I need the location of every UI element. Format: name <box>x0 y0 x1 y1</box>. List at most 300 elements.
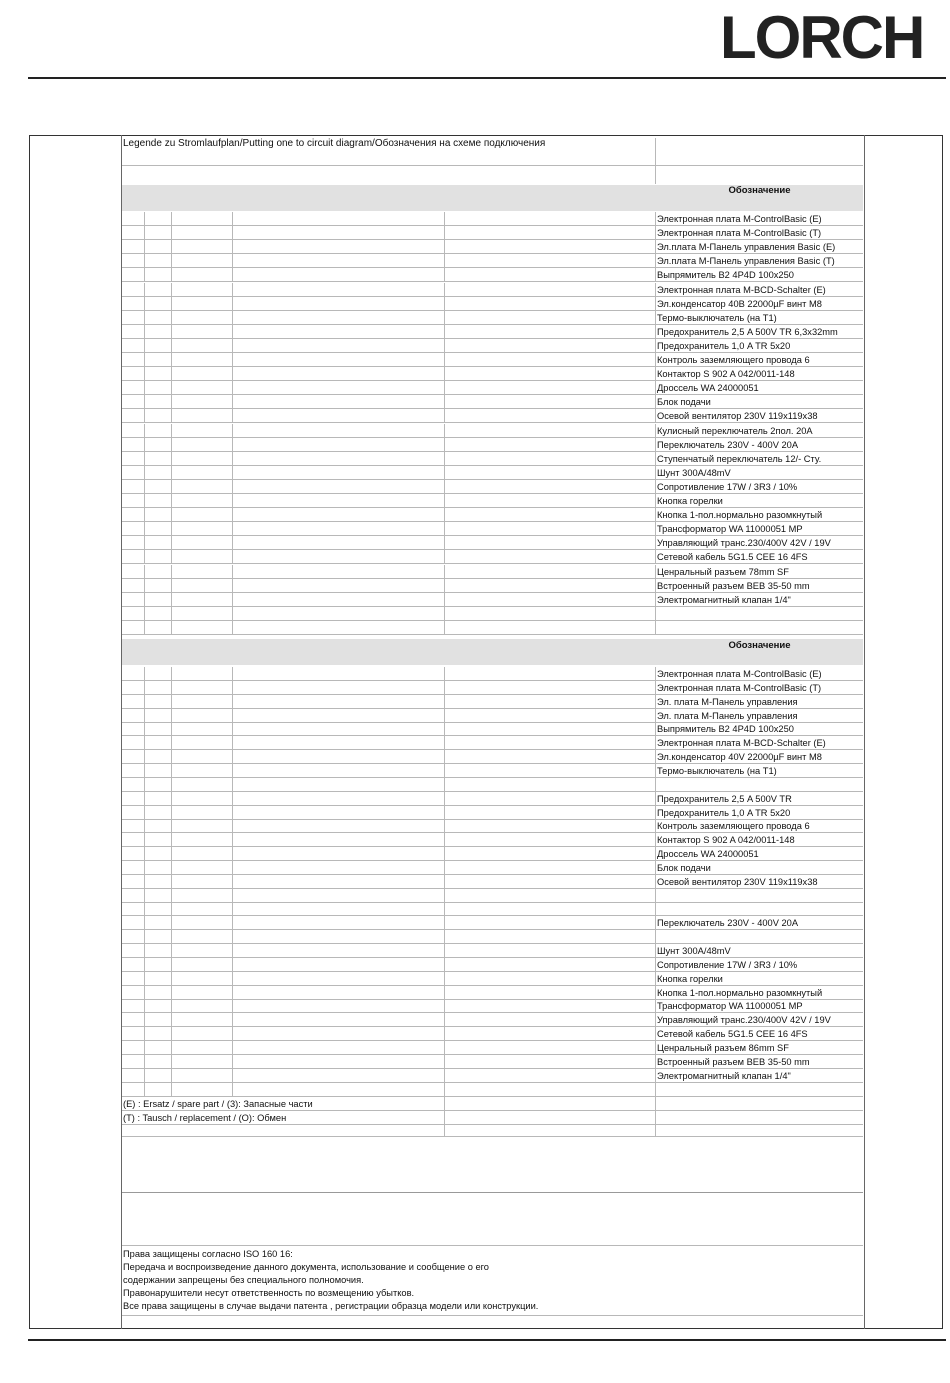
table-cell-divider <box>444 254 445 268</box>
table-cell-divider <box>232 958 233 972</box>
table-row <box>122 297 863 311</box>
table-cell-divider <box>232 736 233 750</box>
table-cell-divider <box>444 736 445 750</box>
component-designation: Блок подачи <box>657 397 711 408</box>
table-cell-divider <box>444 806 445 820</box>
table-cell-divider <box>444 565 445 579</box>
component-designation: Ценральный разъем 86mm SF <box>657 1042 789 1053</box>
table-cell-divider <box>232 226 233 240</box>
table-cell-divider <box>232 1027 233 1041</box>
table-cell-divider <box>171 847 172 861</box>
component-designation: Контактор S 902 A 042/0011-148 <box>657 835 795 846</box>
table-row <box>122 339 863 353</box>
component-designation: Дроссель WA 24000051 <box>657 383 759 394</box>
table-row <box>122 986 863 1000</box>
table-cell-divider <box>144 958 145 972</box>
table-cell-divider <box>232 750 233 764</box>
table-cell-divider <box>655 778 656 792</box>
table-cell-divider <box>444 1027 445 1041</box>
copyright-line: Правонарушители несут ответственность по возмещению убытков. <box>123 1288 415 1298</box>
table-row <box>122 480 863 494</box>
component-designation: Электронная плата M-ControlBasic (T) <box>657 228 822 239</box>
table-cell-divider <box>171 339 172 353</box>
copyright-line: Передача и воспроизведение данного документа, использование и сообщение о его <box>123 1262 489 1272</box>
table-cell-divider <box>232 667 233 681</box>
table-cell-divider <box>444 367 445 381</box>
table-cell-divider <box>171 972 172 986</box>
table-cell-divider <box>171 902 172 916</box>
table-cell-divider <box>444 861 445 875</box>
table-cell-divider <box>232 536 233 550</box>
table-cell-divider <box>232 395 233 409</box>
table-cell-divider <box>171 986 172 1000</box>
table-cell-divider <box>232 452 233 466</box>
table-cell-divider <box>171 736 172 750</box>
table-cell-divider <box>444 438 445 452</box>
table-cell-divider <box>144 847 145 861</box>
table-row <box>122 722 863 736</box>
table-cell-divider <box>232 1083 233 1097</box>
table-cell-divider <box>232 681 233 695</box>
table-cell-divider <box>444 607 445 621</box>
table-cell-divider <box>144 283 145 297</box>
table-cell-divider <box>444 424 445 438</box>
table-row <box>122 353 863 367</box>
copyright-divider-bottom <box>122 1315 863 1316</box>
table-cell-divider <box>232 240 233 254</box>
table-cell-divider <box>144 999 145 1013</box>
table-row <box>122 452 863 466</box>
component-designation: Переключатель 230V - 400V 20A <box>657 439 799 450</box>
table-cell-divider <box>144 986 145 1000</box>
lorch-logo: LORCH <box>720 4 924 71</box>
table-cell-divider <box>171 593 172 607</box>
table-cell-divider <box>444 621 445 635</box>
table-cell-divider <box>444 240 445 254</box>
table-cell-divider <box>144 681 145 695</box>
table-cell-divider <box>444 999 445 1013</box>
table-cell-divider <box>171 916 172 930</box>
table-cell-divider <box>171 212 172 226</box>
table-cell-divider <box>171 325 172 339</box>
table-cell-divider <box>144 819 145 833</box>
component-designation: Сопротивление 17W / 3R3 / 10% <box>657 481 798 492</box>
table-cell-divider <box>232 999 233 1013</box>
table-row <box>122 536 863 550</box>
table-cell-divider <box>144 240 145 254</box>
table-cell-divider <box>144 792 145 806</box>
table-cell-divider <box>144 972 145 986</box>
table-cell-divider <box>444 792 445 806</box>
table-row <box>122 750 863 764</box>
table-cell-divider <box>444 695 445 709</box>
title-divider <box>122 165 863 166</box>
table-cell-divider <box>444 522 445 536</box>
component-designation: Контактор S 902 A 042/0011-148 <box>657 369 795 380</box>
table-cell-divider <box>232 494 233 508</box>
table-row <box>122 999 863 1013</box>
table-cell-divider <box>171 395 172 409</box>
table-cell-divider <box>171 522 172 536</box>
table-cell-divider <box>171 367 172 381</box>
table-cell-divider <box>444 353 445 367</box>
table-row <box>122 806 863 820</box>
table-cell-divider <box>171 621 172 635</box>
notes-divider-top <box>122 1082 863 1083</box>
table-cell-divider <box>144 607 145 621</box>
table-cell-divider <box>144 579 145 593</box>
table-cell-divider <box>171 452 172 466</box>
table-cell-divider <box>444 212 445 226</box>
table-cell-divider <box>144 722 145 736</box>
table-cell-divider <box>444 972 445 986</box>
component-designation: Предохранитель 2,5 A 500V TR 6,3x32mm <box>657 326 838 337</box>
table-cell-divider <box>144 1013 145 1027</box>
notes-divider-4 <box>122 1136 863 1137</box>
table-row <box>122 1013 863 1027</box>
blank-block-divider <box>122 1192 863 1193</box>
component-designation: Кнопка 1-пол.нормально разомкнутый <box>657 510 823 521</box>
table-cell-divider <box>444 381 445 395</box>
table-cell-divider <box>444 409 445 423</box>
copyright-divider-top <box>122 1245 863 1246</box>
table-cell-divider <box>144 695 145 709</box>
table-row <box>122 466 863 480</box>
table-cell-divider <box>144 709 145 723</box>
table-row <box>122 847 863 861</box>
table-cell-divider <box>232 764 233 778</box>
table-cell-divider <box>232 695 233 709</box>
table-cell-divider <box>232 1041 233 1055</box>
table-cell-divider <box>444 1013 445 1027</box>
table-cell-divider <box>144 297 145 311</box>
component-designation: Ступенчатый переключатель 12/- Сту. <box>657 453 822 464</box>
table-cell-divider <box>144 1069 145 1083</box>
component-designation: Трансформатор WA 11000051 MP <box>657 1001 803 1012</box>
table-cell-divider <box>444 480 445 494</box>
table-cell-divider <box>232 311 233 325</box>
table-cell-divider <box>171 778 172 792</box>
table-cell-divider <box>171 999 172 1013</box>
table-row <box>122 508 863 522</box>
table-row <box>122 579 863 593</box>
table-cell-divider <box>144 452 145 466</box>
header-rule <box>28 77 946 79</box>
table-row <box>122 1083 863 1097</box>
table-cell-divider <box>655 902 656 916</box>
table-cell-divider <box>171 1041 172 1055</box>
table-cell-divider <box>144 353 145 367</box>
table-cell-divider <box>232 902 233 916</box>
table-cell-divider <box>444 986 445 1000</box>
table-cell-divider <box>144 508 145 522</box>
notes-col-divider-2 <box>655 1083 656 1137</box>
component-designation: Управляющий транс.230/400V 42V / 19V <box>657 538 831 549</box>
component-designation: Управляющий транс.230/400V 42V / 19V <box>657 1015 831 1026</box>
table-cell-divider <box>144 212 145 226</box>
table-cell-divider <box>444 709 445 723</box>
table-cell-divider <box>144 750 145 764</box>
table-cell-divider <box>171 409 172 423</box>
table-cell-divider <box>444 958 445 972</box>
table-cell-divider <box>144 902 145 916</box>
table-row <box>122 681 863 695</box>
table-row <box>122 395 863 409</box>
component-designation: Кулисный переключатель 2пол. 20A <box>657 425 813 436</box>
legend-title: Legende zu Stromlaufplan/Putting one to circuit diagram/Обозначения на схеме подключения <box>123 138 546 149</box>
table-cell-divider <box>444 311 445 325</box>
component-designation: Эл.плата M-Панель управления Basic (T) <box>657 256 835 267</box>
table-cell-divider <box>144 916 145 930</box>
table-row <box>122 438 863 452</box>
table-row <box>122 325 863 339</box>
table-cell-divider <box>171 833 172 847</box>
table-cell-divider <box>171 681 172 695</box>
table-row <box>122 1027 863 1041</box>
table-cell-divider <box>144 409 145 423</box>
table-cell-divider <box>171 1055 172 1069</box>
table-cell-divider <box>232 792 233 806</box>
table-row <box>122 240 863 254</box>
table-cell-divider <box>232 254 233 268</box>
table-cell-divider <box>171 1069 172 1083</box>
table-cell-divider <box>232 353 233 367</box>
table-cell-divider <box>232 325 233 339</box>
table-cell-divider <box>444 944 445 958</box>
table-row <box>122 607 863 621</box>
table-cell-divider <box>171 695 172 709</box>
table-row <box>122 833 863 847</box>
table-cell-divider <box>444 722 445 736</box>
table-cell-divider <box>144 621 145 635</box>
table-cell-divider <box>171 861 172 875</box>
table-cell-divider <box>232 212 233 226</box>
table-cell-divider <box>232 550 233 564</box>
table-cell-divider <box>171 722 172 736</box>
table-cell-divider <box>171 438 172 452</box>
table-cell-divider <box>232 1013 233 1027</box>
component-designation: Дроссель WA 24000051 <box>657 849 759 860</box>
table-cell-divider <box>444 902 445 916</box>
table-cell-divider <box>232 778 233 792</box>
table-row <box>122 550 863 564</box>
copyright-line: содержании запрещены без специального полномочия. <box>123 1275 364 1285</box>
table-cell-divider <box>144 494 145 508</box>
table-cell-divider <box>232 806 233 820</box>
table-cell-divider <box>655 930 656 944</box>
table-cell-divider <box>171 958 172 972</box>
title-column-divider <box>655 138 656 184</box>
table-cell-divider <box>232 579 233 593</box>
table-cell-divider <box>232 875 233 889</box>
table-cell-divider <box>171 944 172 958</box>
table-cell-divider <box>444 339 445 353</box>
table-cell-divider <box>444 819 445 833</box>
table-cell-divider <box>444 536 445 550</box>
table-cell-divider <box>171 930 172 944</box>
component-designation: Эл. плата M-Панель управления <box>657 696 798 707</box>
table-cell-divider <box>444 268 445 282</box>
table-cell-divider <box>444 226 445 240</box>
table-cell-divider <box>444 452 445 466</box>
table-cell-divider <box>171 889 172 903</box>
copyright-line: Права защищены согласно ISO 160 16: <box>123 1249 293 1259</box>
table-cell-divider <box>232 409 233 423</box>
table-cell-divider <box>144 466 145 480</box>
section2-heading: Обозначение <box>728 640 791 651</box>
table-cell-divider <box>232 709 233 723</box>
component-designation: Электронная плата M-ControlBasic (T) <box>657 682 822 693</box>
table-cell-divider <box>232 833 233 847</box>
component-designation: Электронная плата M-ControlBasic (E) <box>657 669 822 679</box>
table-cell-divider <box>171 240 172 254</box>
component-designation: Кнопка 1-пол.нормально разомкнутый <box>657 987 823 998</box>
table-cell-divider <box>144 254 145 268</box>
table-cell-divider <box>144 438 145 452</box>
component-designation: Встроенный разъем BEB 35-50 mm <box>657 580 810 591</box>
table-cell-divider <box>144 833 145 847</box>
component-designation: Сетевой кабель 5G1.5 CEE 16 4FS <box>657 552 808 563</box>
table-cell-divider <box>444 297 445 311</box>
table-cell-divider <box>232 283 233 297</box>
table-cell-divider <box>144 861 145 875</box>
component-designation: Электронная плата M-BCD-Schalter (E) <box>657 738 826 749</box>
table-cell-divider <box>232 1055 233 1069</box>
table-cell-divider <box>444 750 445 764</box>
table-row <box>122 311 863 325</box>
table-cell-divider <box>232 268 233 282</box>
component-designation: Термо-выключатель (на T1) <box>657 312 777 323</box>
table-cell-divider <box>144 889 145 903</box>
component-designation: Переключатель 230V - 400V 20A <box>657 918 799 929</box>
table-cell-divider <box>144 311 145 325</box>
table-cell-divider <box>232 889 233 903</box>
table-cell-divider <box>232 916 233 930</box>
footer-rule <box>28 1339 946 1341</box>
component-designation: Трансформатор WA 11000051 MP <box>657 524 803 535</box>
table-cell-divider <box>444 283 445 297</box>
table-cell-divider <box>444 889 445 903</box>
table-cell-divider <box>444 930 445 944</box>
table-cell-divider <box>232 480 233 494</box>
table-cell-divider <box>144 480 145 494</box>
table-row <box>122 283 863 297</box>
table-cell-divider <box>144 395 145 409</box>
table-cell-divider <box>444 916 445 930</box>
table-cell-divider <box>655 621 656 635</box>
table-row <box>122 667 863 681</box>
table-cell-divider <box>171 764 172 778</box>
table-cell-divider <box>444 778 445 792</box>
notes-col-divider-1 <box>444 1083 445 1137</box>
table-cell-divider <box>232 508 233 522</box>
table-cell-divider <box>444 1069 445 1083</box>
table-cell-divider <box>171 806 172 820</box>
table-cell-divider <box>171 1013 172 1027</box>
table-cell-divider <box>144 550 145 564</box>
table-cell-divider <box>232 930 233 944</box>
table-cell-divider <box>171 1083 172 1097</box>
component-designation: Ценральный разъем 78mm SF <box>657 566 789 577</box>
component-designation: Контроль заземляющего провода 6 <box>657 355 810 365</box>
component-designation: Эл.плата M-Панель управления Basic (E) <box>657 242 836 253</box>
table-cell-divider <box>144 1083 145 1097</box>
table-cell-divider <box>232 986 233 1000</box>
table-cell-divider <box>232 367 233 381</box>
table-cell-divider <box>232 819 233 833</box>
table-cell-divider <box>444 593 445 607</box>
table-cell-divider <box>171 297 172 311</box>
table-cell-divider <box>171 480 172 494</box>
component-designation: Электронная плата M-ControlBasic (E) <box>657 214 822 224</box>
table-row <box>122 819 863 833</box>
table-row <box>122 958 863 972</box>
table-row <box>122 695 863 709</box>
table-row <box>122 861 863 875</box>
table-row <box>122 226 863 240</box>
table-cell-divider <box>171 709 172 723</box>
table-cell-divider <box>232 565 233 579</box>
table-cell-divider <box>144 325 145 339</box>
table-row <box>122 522 863 536</box>
table-cell-divider <box>232 847 233 861</box>
table-row <box>122 367 863 381</box>
component-designation: Предохранитель 1,0 A TR 5x20 <box>657 807 791 818</box>
component-designation: Выпрямитель B2 4P4D 100x250 <box>657 270 794 281</box>
table-cell-divider <box>171 565 172 579</box>
table-cell-divider <box>144 806 145 820</box>
table-cell-divider <box>144 593 145 607</box>
table-cell-divider <box>444 395 445 409</box>
table-row <box>122 565 863 579</box>
table-cell-divider <box>171 536 172 550</box>
table-cell-divider <box>144 1041 145 1055</box>
table-cell-divider <box>232 607 233 621</box>
note-spare-part: (E) : Ersatz / spare part / (3): Запасные части <box>123 1099 313 1109</box>
table-cell-divider <box>171 1027 172 1041</box>
table-row <box>122 621 863 635</box>
table-cell-divider <box>171 381 172 395</box>
table-cell-divider <box>232 861 233 875</box>
table-cell-divider <box>655 889 656 903</box>
table-cell-divider <box>144 226 145 240</box>
table-row <box>122 1069 863 1083</box>
table-cell-divider <box>444 550 445 564</box>
table-cell-divider <box>444 494 445 508</box>
component-designation: Осевой вентилятор 230V 119x119x38 <box>657 411 818 422</box>
table-cell-divider <box>171 268 172 282</box>
table-cell-divider <box>144 565 145 579</box>
table-row <box>122 593 863 607</box>
table-cell-divider <box>444 466 445 480</box>
table-cell-divider <box>144 778 145 792</box>
component-designation: Предохранитель 2,5 A 500V TR <box>657 793 792 804</box>
table-cell-divider <box>444 875 445 889</box>
table-cell-divider <box>444 833 445 847</box>
table-row <box>122 902 863 916</box>
table-row <box>122 944 863 958</box>
table-cell-divider <box>171 607 172 621</box>
component-designation: Электронная плата M-BCD-Schalter (E) <box>657 284 826 295</box>
table-row <box>122 792 863 806</box>
component-designation: Эл.конденсатор 40В 22000µF винт M8 <box>657 298 822 309</box>
table-row <box>122 778 863 792</box>
component-designation: Электромагнитный клапан 1/4" <box>657 594 791 605</box>
table-cell-divider <box>232 1069 233 1083</box>
table-row <box>122 736 863 750</box>
table-row <box>122 212 863 226</box>
table-cell-divider <box>444 681 445 695</box>
